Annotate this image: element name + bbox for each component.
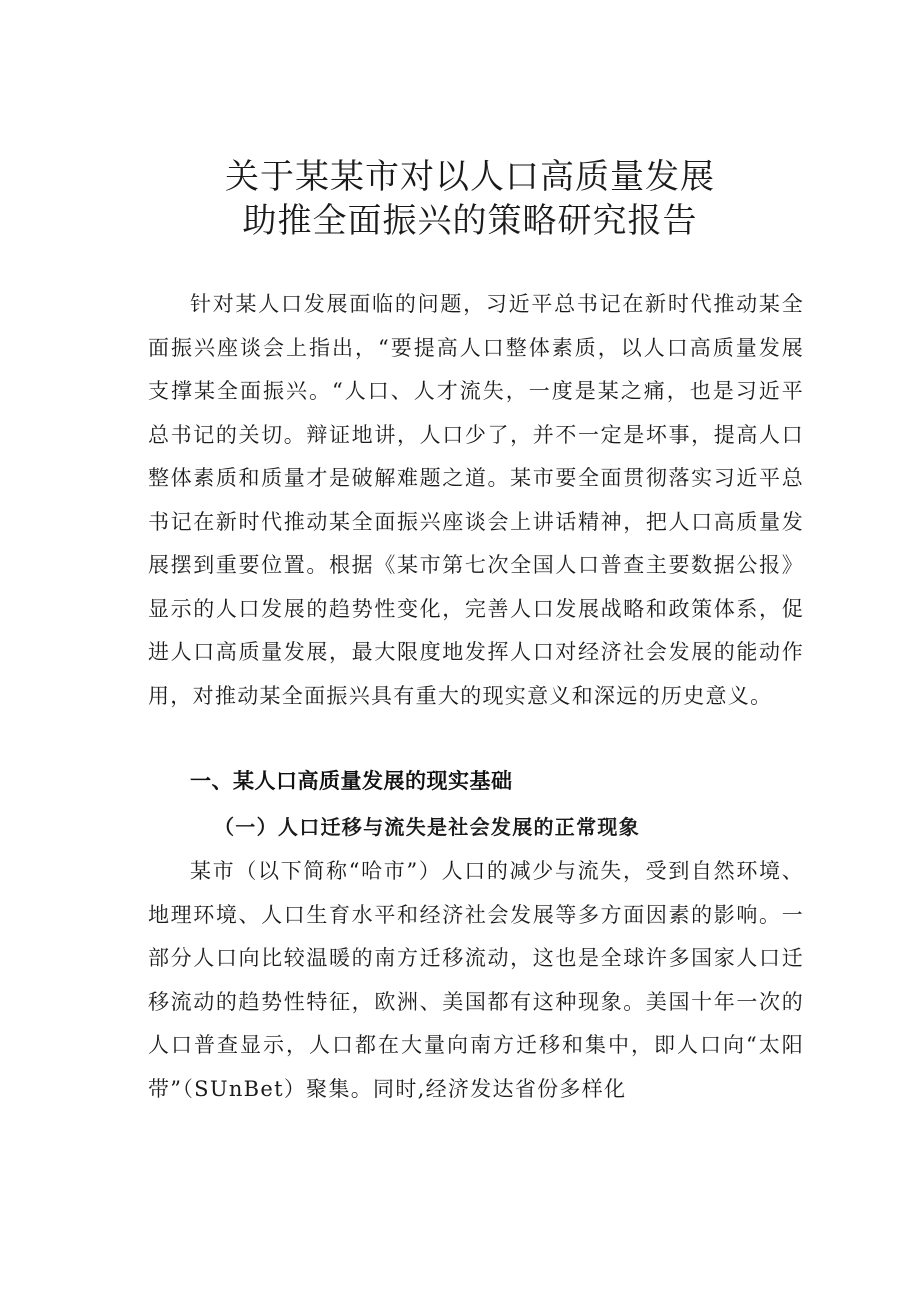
intro-paragraph: 针对某人口发展面临的问题，习近平总书记在新时代推动某全面振兴座谈会上指出，“要提高人口整体素质，以人口高质量发展支撑某全面振兴。“人口、人才流失，一度是某之痛，也是习近平总书记的关切。辩证地讲，人口少了，并不一定是坏事，提高人口整体素质和质量才是破解难题之道。某市要全面贯彻落实习近平总书记在新时代推动某全面振兴座谈会上讲话精神，把人口高质量发展摆到重要位置。根据《某市第七次全国人口普查主要数据公报》显示的人口发展的趋势性变化，完善人口发展战略和政策体系，促进人口高质量发展，最大限度地发挥人口对经济社会发展的能动作用，对推动某全面振兴具有重大的现实意义和深远的历史意义。 xyxy=(148,292,804,708)
document-title-line-2: 助推全面振兴的策略研究报告 xyxy=(242,201,698,241)
subsection-heading: （一）人口迁移与流失是社会发展的正常现象 xyxy=(214,815,640,839)
section-heading: 一、某人口高质量发展的现实基础 xyxy=(190,769,513,793)
document-title-line-1: 关于某某市对以人口高质量发展 xyxy=(225,157,715,197)
subsection-paragraph: 某市（以下简称“哈市”）人口的减少与流失，受到自然环境、地理环境、人口生育水平和经济社会发展等多方面因素的影响。一部分人口向比较温暖的南方迁移流动，这也是全球许多国家人口迁移流动的趋势性特征，欧洲、美国都有这种现象。美国十年一次的人口普查显示，人口都在大量向南方迁移和集中，即人口向“太阳带”（SUnBet）聚集。同时,经济发达省份多样化 xyxy=(148,859,804,1101)
